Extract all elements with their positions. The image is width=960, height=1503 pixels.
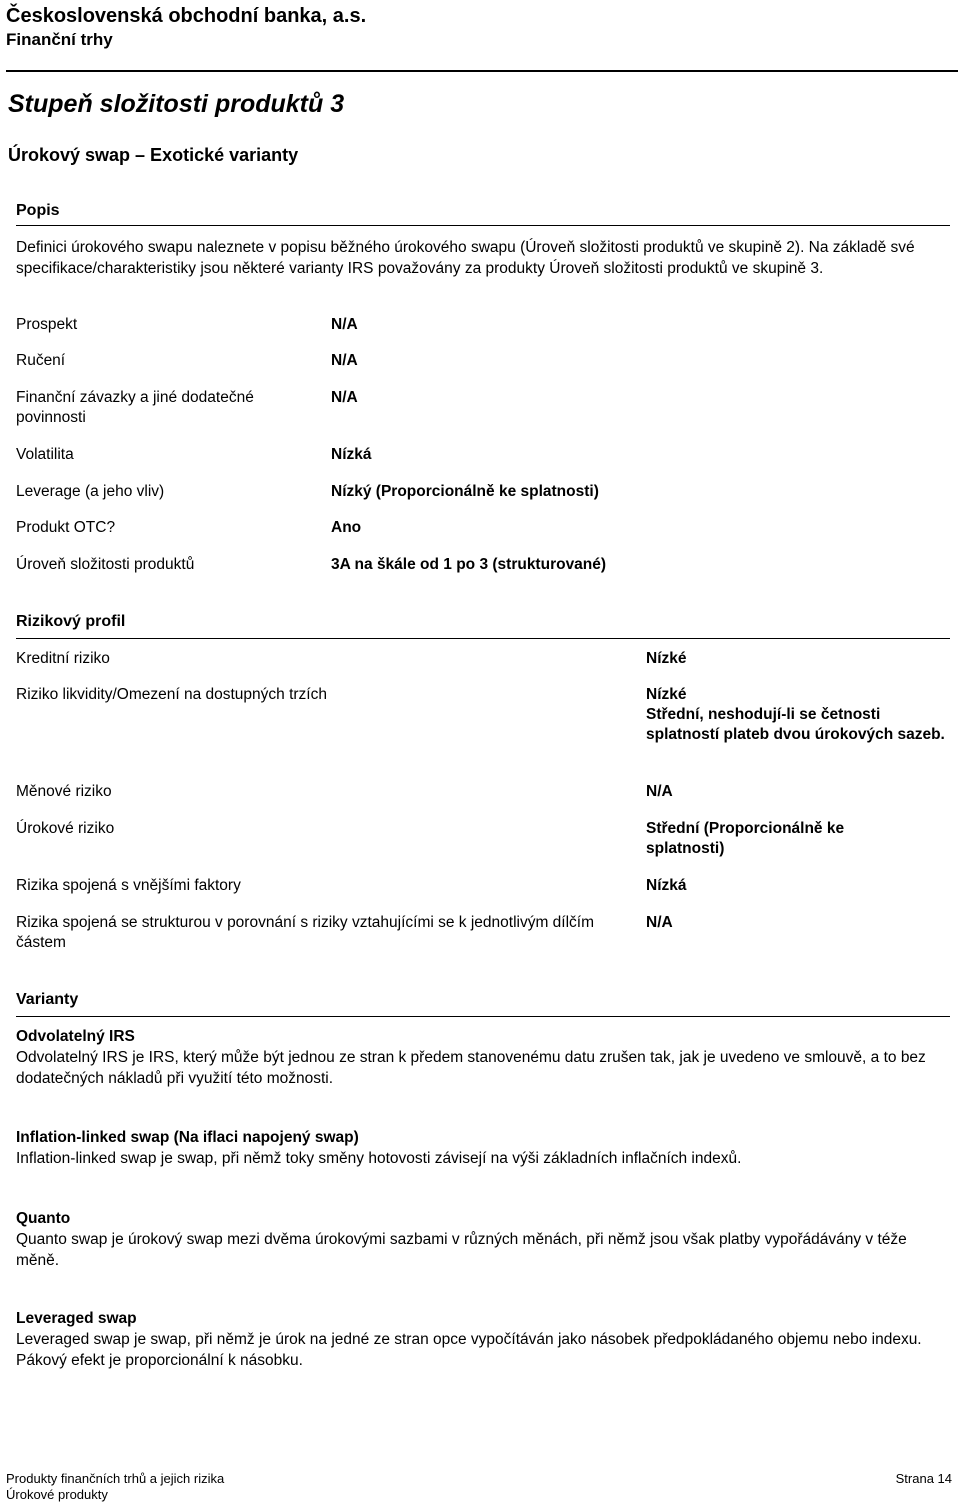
attr-value-financni-zavazky: N/A <box>331 389 358 406</box>
risk-value-urokove: Střední (Proporcionálně ke splatnosti) <box>646 820 845 857</box>
popis-heading: Popis <box>16 202 60 219</box>
page-subtitle: Úrokový swap – Exotické varianty <box>8 145 299 165</box>
attr-label-volatilita: Volatilita <box>16 446 74 463</box>
variant-text-quanto: Quanto swap je úrokový swap mezi dvěma úrokovými sazbami v různých měnách, při němž jsou však platby vypořádávány v téže měně. <box>16 1231 907 1269</box>
attr-value-otc: Ano <box>331 519 362 536</box>
footer-document-title: Produkty finančních trhů a jejich rizika <box>6 1471 225 1486</box>
popis-divider <box>16 225 950 226</box>
variant-text-odvolatelny: Odvolatelný IRS je IRS, který může být jednou ze stran k předem stanovenému datu zrušen tak, jak je uvedeno ve smlouvě, a to bez dodatečných nákladů při využití této možnosti. <box>16 1049 926 1087</box>
risk-value-struktura: N/A <box>646 914 673 931</box>
attr-value-uroven: 3A na škále od 1 po 3 (strukturované) <box>331 556 607 573</box>
bank-name: Československá obchodní banka, a.s. <box>6 5 367 27</box>
department-name: Finanční trhy <box>6 30 113 49</box>
attr-label-prospekt: Prospekt <box>16 316 78 333</box>
variant-title-odvolatelny: Odvolatelný IRS <box>16 1028 135 1045</box>
variant-text-leveraged: Leveraged swap je swap, při němž je úrok na jedné ze stran opce vypočítáván jako násobek předpokládaného objemu nebo indexu. Pákový efekt je proporcionální k násobku. <box>16 1331 922 1369</box>
risk-profile-divider <box>16 638 950 639</box>
risk-value-likvidita-detail: Střední, neshodují-li se četnosti splatností plateb dvou úrokových sazeb. <box>646 706 945 743</box>
risk-profile-heading: Rizikový profil <box>16 613 126 630</box>
attr-value-ruceni: N/A <box>331 352 358 369</box>
risk-label-struktura: Rizika spojená se strukturou v porovnání s riziky vztahujícími se k jednotlivým dílčím částem <box>16 914 595 951</box>
attr-label-ruceni: Ručení <box>16 352 66 369</box>
popis-text: Definici úrokového swapu naleznete v popisu běžného úrokového swapu (Úroveň složitosti produktů ve skupině 2). Na základě své specifikace/charakteristiky jsou některé varianty IRS považovány za produkty Úroveň složitosti produktů ve skupině 3. <box>16 239 915 277</box>
risk-value-menove: N/A <box>646 783 673 800</box>
variant-title-quanto: Quanto <box>16 1210 71 1227</box>
risk-label-menove: Měnové riziko <box>16 783 112 800</box>
variant-title-inflation: Inflation-linked swap (Na iflaci napojený swap) <box>16 1129 359 1146</box>
attr-value-prospekt: N/A <box>331 316 358 333</box>
risk-label-vnejsi: Rizika spojená s vnějšími faktory <box>16 877 241 894</box>
variant-text-inflation: Inflation-linked swap je swap, při němž toky směny hotovosti závisejí na výši základních inflačních indexů. <box>16 1150 742 1167</box>
variants-heading: Varianty <box>16 991 79 1008</box>
footer-section-title: Úrokové produkty <box>6 1487 108 1502</box>
risk-value-vnejsi: Nízká <box>646 877 687 894</box>
variant-title-leveraged: Leveraged swap <box>16 1310 137 1327</box>
attr-value-volatilita: Nízká <box>331 446 372 463</box>
risk-label-kreditni: Kreditní riziko <box>16 650 110 667</box>
footer-page-number: Strana 14 <box>895 1471 952 1486</box>
attr-label-uroven: Úroveň složitosti produktů <box>16 556 195 573</box>
attr-label-financni-zavazky: Finanční závazky a jiné dodatečné povinnosti <box>16 389 254 426</box>
risk-label-urokove: Úrokové riziko <box>16 820 115 837</box>
risk-label-likvidita: Riziko likvidity/Omezení na dostupných trzích <box>16 686 327 703</box>
header-divider <box>6 70 958 72</box>
page-title: Stupeň složitosti produktů 3 <box>8 90 345 118</box>
variants-divider <box>16 1016 950 1017</box>
attr-label-leverage: Leverage (a jeho vliv) <box>16 483 165 500</box>
attr-value-leverage: Nízký (Proporcionálně ke splatnosti) <box>331 483 599 500</box>
risk-value-likvidita: Nízké <box>646 686 687 703</box>
attr-label-otc: Produkt OTC? <box>16 519 116 536</box>
risk-value-kreditni: Nízké <box>646 650 687 667</box>
